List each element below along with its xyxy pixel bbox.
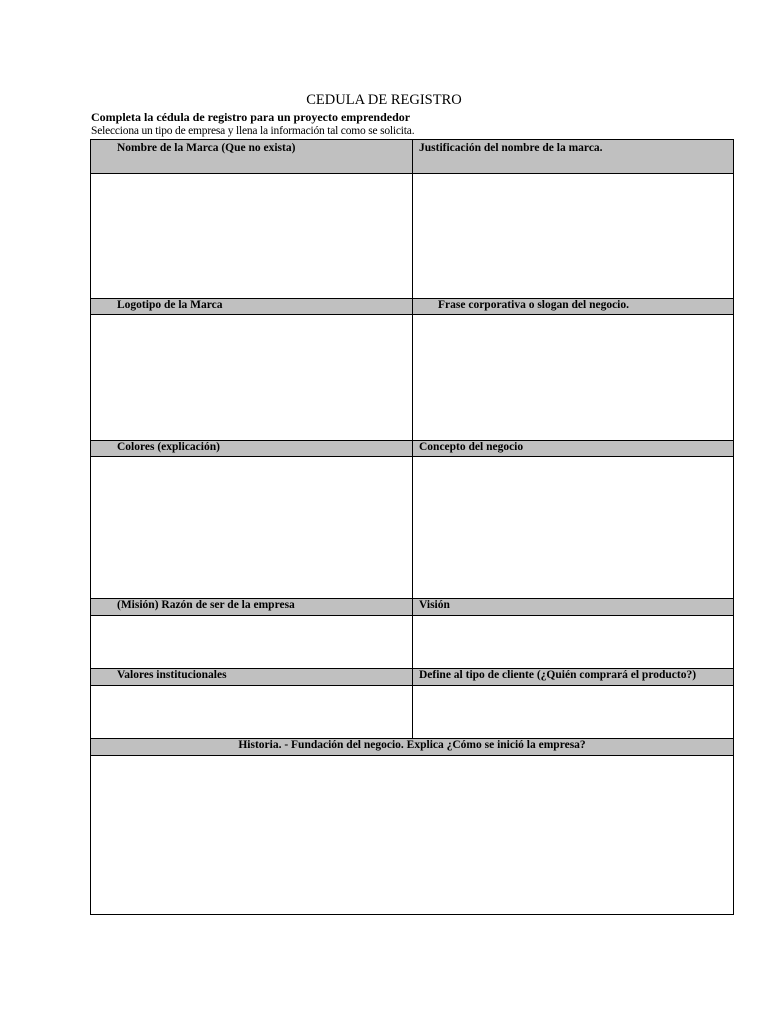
subtitle: Completa la cédula de registro para un proyecto emprendedor [91,110,411,124]
registration-form [90,139,734,915]
header-client-type-label: Define al tipo de cliente (¿Quién comprará el producto?) [419,669,697,681]
header-brand-logo [91,299,412,315]
page-title: CEDULA DE REGISTRO [306,92,462,108]
header-vision-label: Visión [419,599,450,611]
field-slogan[interactable] [413,315,733,440]
field-brand-justification[interactable] [413,174,733,298]
field-mission[interactable] [91,616,412,668]
header-brand-name-label: Nombre de la Marca (Que no exista) [117,142,296,154]
field-vision[interactable] [413,616,733,668]
header-values-label: Valores institucionales [117,669,227,681]
header-mission-label: (Misión) Razón de ser de la empresa [117,599,295,611]
header-mission [91,599,412,616]
header-brand-name [91,140,412,174]
instruction-text: Selecciona un tipo de empresa y llena la información tal como se solicita. [91,125,415,137]
field-client-type[interactable] [413,686,733,738]
header-client-type [413,669,733,686]
header-brand-logo-label: Logotipo de la Marca [117,299,223,311]
header-values [91,669,412,686]
field-values[interactable] [91,686,412,738]
header-brand-justification [413,140,733,174]
field-brand-logo[interactable] [91,315,412,440]
header-vision [413,599,733,616]
header-history [91,739,733,756]
header-colors [91,441,412,457]
column-divider [412,140,413,739]
header-brand-justification-label: Justificación del nombre de la marca. [419,142,603,154]
header-business-concept-label: Concepto del negocio [419,441,524,453]
field-history[interactable] [91,756,733,914]
field-business-concept[interactable] [413,457,733,598]
header-slogan [413,299,733,315]
header-slogan-label: Frase corporativa o slogan del negocio. [438,299,630,311]
field-brand-name[interactable] [91,174,412,298]
header-history-label: Historia. - Fundación del negocio. Explica ¿Cómo se inició la empresa? [238,739,586,751]
field-colors[interactable] [91,457,412,598]
header-colors-label: Colores (explicación) [117,441,220,453]
header-business-concept [413,441,733,457]
